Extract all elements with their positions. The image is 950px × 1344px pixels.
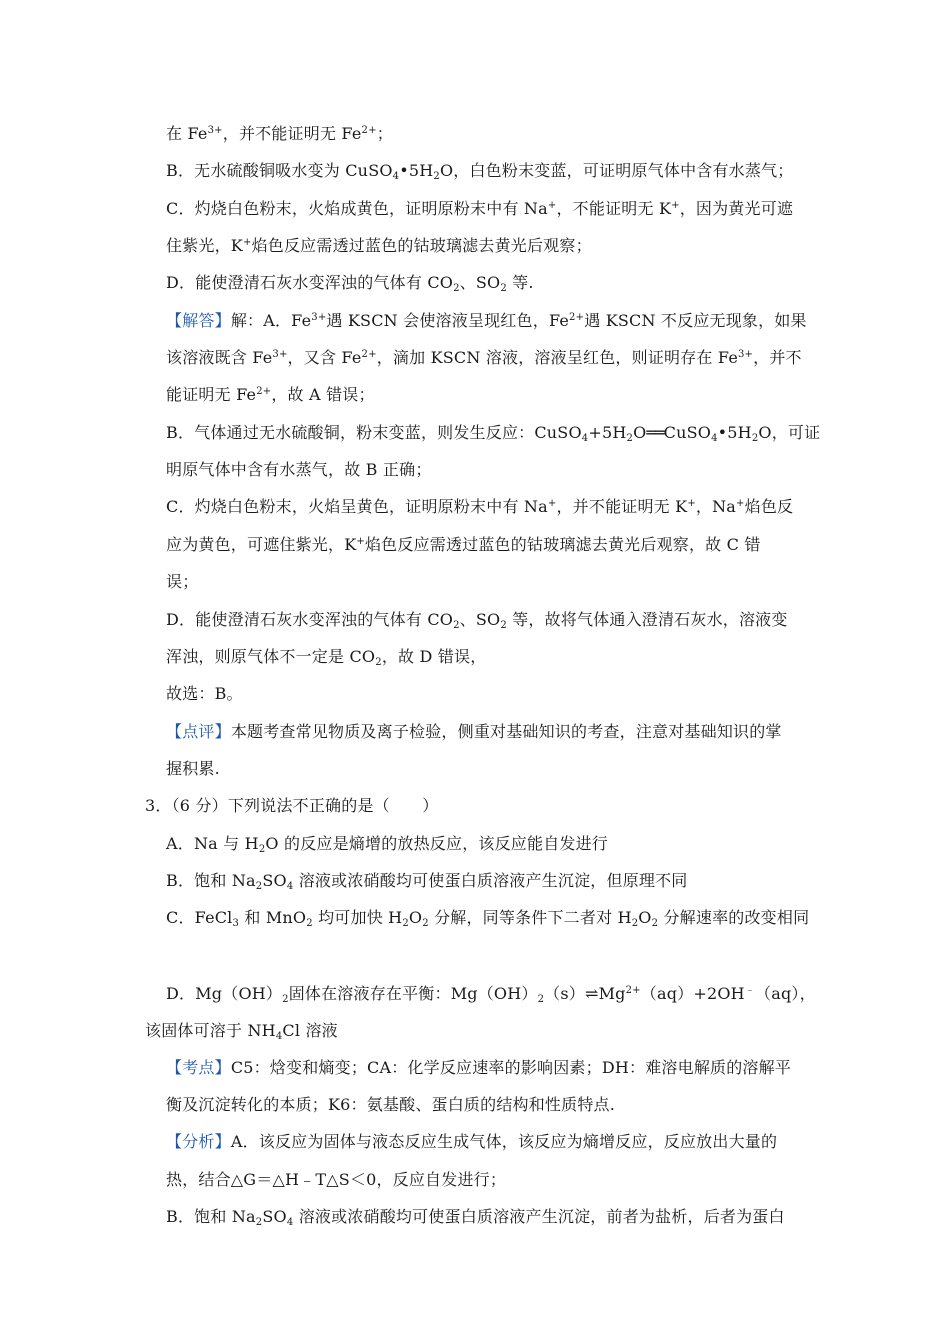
text-line: 应为黄色，可遮住紫光，K+焰色反应需透过蓝色的钴玻璃滤去黄光后观察，故 C 错 <box>166 535 761 554</box>
text-line: B．气体通过无水硫酸铜，粉末变蓝，则发生反应：$CuSO_4+5H_2O══CuSO_4•5H_2O$，可证 <box>166 423 821 444</box>
text-line: 浑浊，则原气体不一定是 $CO_2$，故 D 错误， <box>166 647 487 668</box>
text-line: 误； <box>166 572 199 591</box>
answer-tag: 【解答】 <box>166 311 231 330</box>
option-d-line: D．能使澄清石灰水变浑浊的气体有 $CO_2$、$SO_2$ 等. <box>166 273 534 294</box>
text-line: 能证明无 $Fe^{2+}$，故 A 错误； <box>166 385 375 404</box>
choice-b: B．饱和 $Na_2SO_4$ 溶液或浓硝酸均可使蛋白质溶液产生沉淀，但原理不同 <box>166 871 688 892</box>
answer-section: 【解答】解：A．$Fe^{3+}$遇 KSCN 会使溶液呈现红色，$Fe^{2+}$遇 KSCN 不反应无现象，如果 <box>166 311 807 330</box>
text-line: 衡及沉淀转化的本质；K6：氨基酸、蛋白质的结构和性质特点. <box>166 1095 616 1114</box>
option-b-line: B．无水硫酸铜吸水变为 $CuSO_4•5H_2O$，白色粉末变蓝，可证明原气体中含有水蒸气； <box>166 161 794 182</box>
choice-a: A．Na 与 $H_2O$ 的反应是熵增的放热反应，该反应能自发进行 <box>166 834 608 855</box>
text-line: 明原气体中含有水蒸气，故 B 正确； <box>166 460 432 479</box>
comment-section: 【点评】本题考查常见物质及离子检验，侧重对基础知识的考查，注意对基础知识的掌 <box>166 722 782 741</box>
text-line: 故选：B。 <box>166 684 243 703</box>
comment-tag: 【点评】 <box>166 722 231 741</box>
text-line: B．饱和 $Na_2SO_4$ 溶液或浓硝酸均可使蛋白质溶液产生沉淀，前者为盐析，后者为蛋白 <box>166 1207 785 1228</box>
text-line: 该固体可溶于 $NH_4Cl$ 溶液 <box>145 1021 338 1042</box>
choice-c: C．FeCl$_3$ 和 MnO$_2$ 均可加快 $H_2O_2$ 分解，同等条件下二者对 $H_2O_2$ 分解速率的改变相同 <box>166 908 810 929</box>
knowledge-point-section: 【考点】C5：焓变和熵变；CA：化学反应速率的影响因素；DH：难溶电解质的溶解平 <box>166 1058 792 1077</box>
analysis-section: 【分析】A．该反应为固体与液态反应生成气体，该反应为熵增反应，反应放出大量的 <box>166 1132 778 1151</box>
text-line: 住紫光，K+焰色反应需透过蓝色的钴玻璃滤去黄光后观察； <box>166 236 592 255</box>
text-line: 该溶液既含 $Fe^{3+}$，又含 $Fe^{2+}$，滴加 KSCN 溶液，溶液呈红色，则证明存在 $Fe^{3+}$，并不 <box>166 348 802 367</box>
choice-d: D．$Mg(OH)_2$固体在溶液存在平衡：$Mg(OH)_2(s)\rightleftharpoons Mg^{2+}(aq)+2OH^﹣(aq)$， <box>166 984 816 1005</box>
text-line: 热，结合△G＝△H﹣T△S＜0，反应自发进行； <box>166 1170 507 1189</box>
text-line: C．灼烧白色粉末，火焰呈黄色，证明原粉末中有 Na+，并不能证明无 K+，Na+焰色反 <box>166 497 794 516</box>
text-line: D．能使澄清石灰水变浑浊的气体有 $CO_2$、$SO_2$ 等，故将气体通入澄清石灰水，溶液变 <box>166 610 788 631</box>
text-line: 握积累. <box>166 759 220 778</box>
analysis-tag: 【分析】 <box>166 1132 231 1151</box>
option-c-line: C．灼烧白色粉末，火焰成黄色，证明原粉末中有 Na+，不能证明无 K+，因为黄光可遮 <box>166 199 794 218</box>
text-line: 在 $Fe^{3+}$，并不能证明无 $Fe^{2+}$； <box>166 124 393 143</box>
question-title: 3．（6 分）下列说法不正确的是（ ） <box>145 796 439 815</box>
knowledge-point-tag: 【考点】 <box>166 1058 231 1077</box>
